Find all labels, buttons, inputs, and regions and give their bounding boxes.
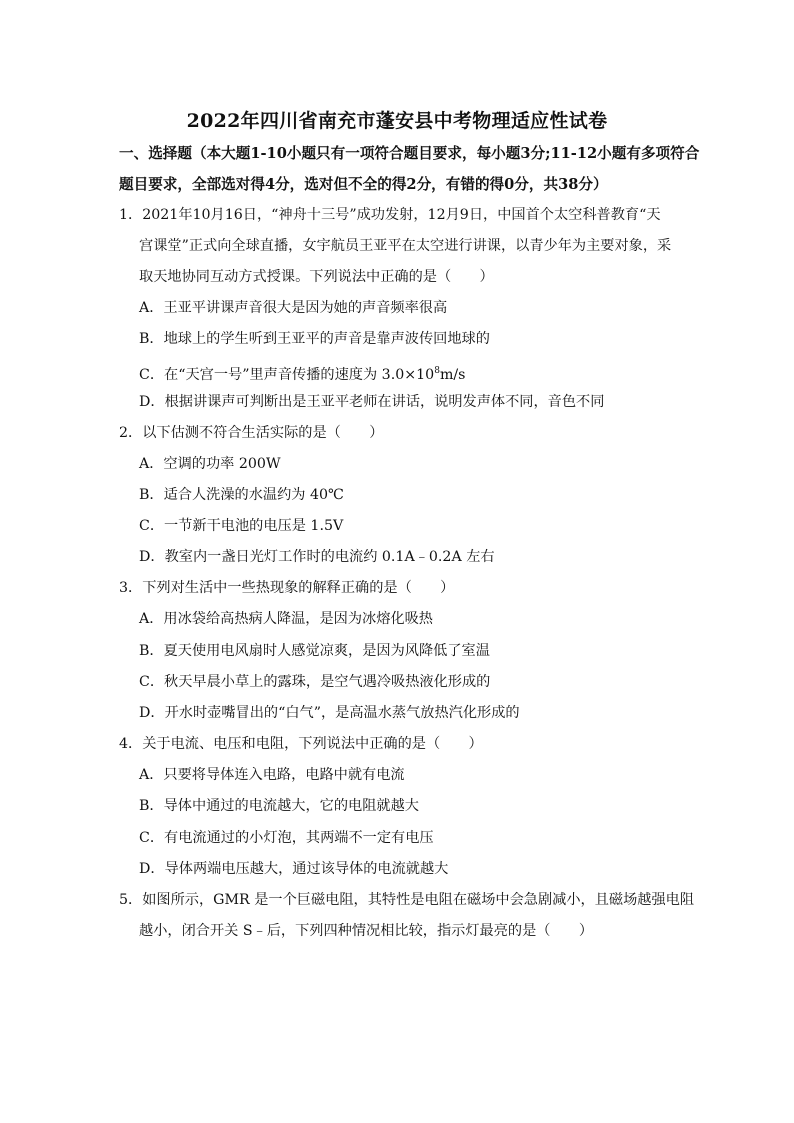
q3-stem: 3．下列对生活中一些热现象的解释正确的是（ ） xyxy=(119,580,455,596)
q1-option-b: B．地球上的学生听到王亚平的声音是靠声波传回地球的 xyxy=(139,331,490,347)
q3-option-b: B．夏天使用电风扇时人感觉凉爽，是因为风降低了室温 xyxy=(139,643,490,659)
section-heading-line2: 题目要求，全部选对得4分，选对但不全的得2分，有错的得0分，共38分） xyxy=(119,176,608,193)
q4-option-a: A．只要将导体连入电路，电路中就有电流 xyxy=(139,767,405,783)
q1-option-c xyxy=(139,361,465,385)
q1-stem-line1: 1．2021年10月16日，“神舟十三号”成功发射，12月9日，中国首个太空科普教育“天 xyxy=(119,207,661,223)
q2-option-c: C．一节新干电池的电压是 1.5V xyxy=(139,518,344,534)
q4-option-d: D．导体两端电压越大，通过该导体的电流就越大 xyxy=(139,861,449,877)
q4-option-b: B．导体中通过的电流越大，它的电阻就越大 xyxy=(139,798,419,814)
page-title: 2022年四川省南充市蓬安县中考物理适应性试卷 xyxy=(186,110,608,132)
q2-stem: 2．以下估测不符合生活实际的是（ ） xyxy=(119,425,384,441)
q1-option-c-text: C．在“天宫一号”里声音传播的速度为 3.0×10 xyxy=(139,367,435,383)
q1-option-c-exponent: 8 xyxy=(434,366,440,376)
q5-stem-line2: 越小，闭合开关 S﹣后，下列四种情况相比较，指示灯最亮的是（ ） xyxy=(139,923,594,939)
q1-stem-line3: 取天地协同互动方式授课。下列说法中正确的是（ ） xyxy=(139,269,494,285)
q1-option-c-unit: m/s xyxy=(439,367,466,383)
q1-option-d: D．根据讲课声可判断出是王亚平老师在讲话，说明发声体不同，音色不同 xyxy=(139,394,605,410)
section-heading-line1: 一、选择题（本大题1-10小题只有一项符合题目要求，每小题3分;11-12小题有多项符合 xyxy=(119,145,700,162)
q1-option-a: A．王亚平讲课声音很大是因为她的声音频率很高 xyxy=(139,300,448,316)
q3-option-d: D．开水时壶嘴冒出的“白气”，是高温水蒸气放热汽化形成的 xyxy=(139,705,520,721)
q5-stem-line1: 5．如图所示，GMR 是一个巨磁电阻，其特性是电阻在磁场中会急剧减小，且磁场越强电阻 xyxy=(119,892,695,908)
q3-option-a: A．用冰袋给高热病人降温，是因为冰熔化吸热 xyxy=(139,611,433,627)
q4-stem: 4．关于电流、电压和电阻，下列说法中正确的是（ ） xyxy=(119,736,483,752)
q1-stem-line2: 宫课堂”正式向全球直播，女宇航员王亚平在太空进行讲课，以青少年为主要对象，采 xyxy=(139,238,672,254)
q4-option-c: C．有电流通过的小灯泡，其两端不一定有电压 xyxy=(139,830,434,846)
q2-option-b: B．适合人洗澡的水温约为 40℃ xyxy=(139,487,344,503)
q2-option-a: A．空调的功率 200W xyxy=(139,456,281,472)
q2-option-d: D．教室内一盏日光灯工作时的电流约 0.1A﹣0.2A 左右 xyxy=(139,549,495,565)
q3-option-c: C．秋天早晨小草上的露珠，是空气遇冷吸热液化形成的 xyxy=(139,674,491,690)
